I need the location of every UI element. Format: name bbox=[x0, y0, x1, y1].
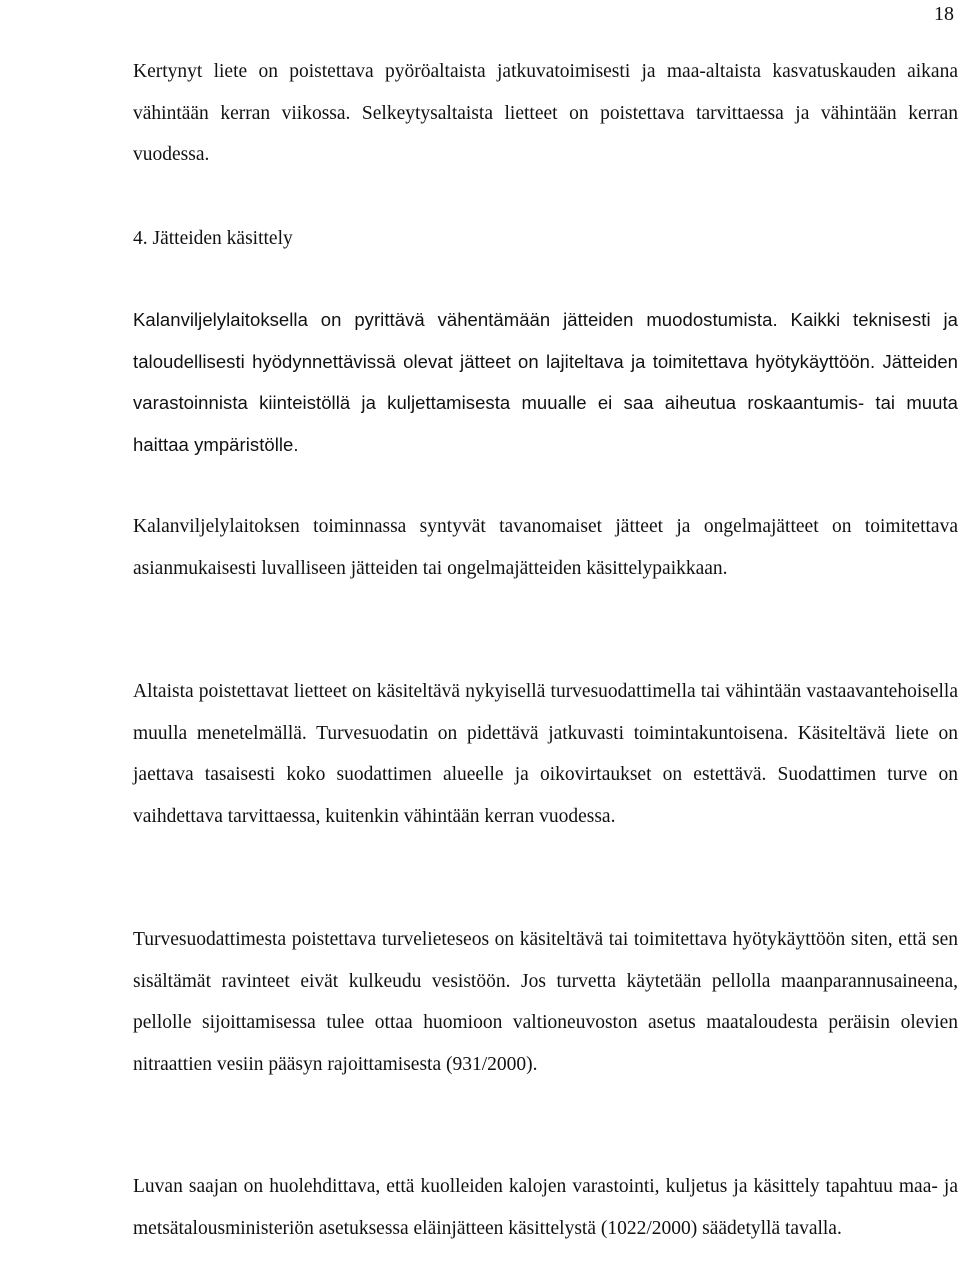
paragraph-waste-minimization: Kalanviljelylaitoksella on pyrittävä vähentämään jätteiden muodostumista. Kaikki teknisesti ja taloudellisesti hyödynnettävissä olevat jätteet on lajiteltava ja toimitettava hyötykäyttöön. Jätteiden varastoinnista kiinteistöllä ja kuljettamisesta muualle ei saa aiheutua roskaantumis- tai muuta haittaa ympäristölle. bbox=[133, 309, 958, 456]
paragraph-waste-delivery: Kalanviljelylaitoksen toiminnassa syntyvät tavanomaiset jätteet ja ongelmajätteet on toimitettava asianmukaisesti luvalliseen jätteiden tai ongelmajätteiden käsittelypaikkaan. bbox=[133, 516, 958, 579]
paragraph-sludge-treatment: Altaista poistettavat lietteet on käsiteltävä nykyisellä turvesuodattimella tai vähintään vastaavantehoisella muulla menetelmällä. Turvesuodatin on pidettävä jatkuvasti toimintakuntoisena. Käsiteltävä liete on jaettava tasaisesti koko suodattimen alueelle ja oikovirtaukset on estettävä. Suodattimen turve on vaihdettava tarvittaessa, kuitenkin vähintään kerran vuodessa. bbox=[133, 681, 958, 828]
section-heading: 4. Jätteiden käsittely bbox=[133, 228, 293, 249]
intro-paragraph: Kertynyt liete on poistettava pyöröaltaista jatkuvatoimisesti ja maa-altaista kasvatuskauden aikana vähintään kerran viikossa. Selkeytysaltaista lietteet on poistettava tarvittaessa ja vähintään kerran vuodessa. bbox=[133, 61, 958, 165]
page-number: 18 bbox=[934, 3, 954, 25]
paragraph-dead-fish: Luvan saajan on huolehdittava, että kuolleiden kalojen varastointi, kuljetus ja käsittely tapahtuu maa- ja metsätalousministeriön asetuksessa eläinjätteen käsittelystä (1022/2000) säädetyllä tavalla. bbox=[133, 1176, 958, 1239]
document-body bbox=[133, 51, 958, 1239]
paragraph-peat-sludge: Turvesuodattimesta poistettava turvelieteseos on käsiteltävä tai toimitettava hyötykäyttöön siten, että sen sisältämät ravinteet eivät kulkeudu vesistöön. Jos turvetta käytetään pellolla maanparannusaineena, pellolle sijoittamisessa tulee ottaa huomioon valtioneuvoston asetus maataloudesta peräisin olevien nitraattien vesiin pääsyn rajoittamisesta (931/2000). bbox=[133, 929, 958, 1076]
